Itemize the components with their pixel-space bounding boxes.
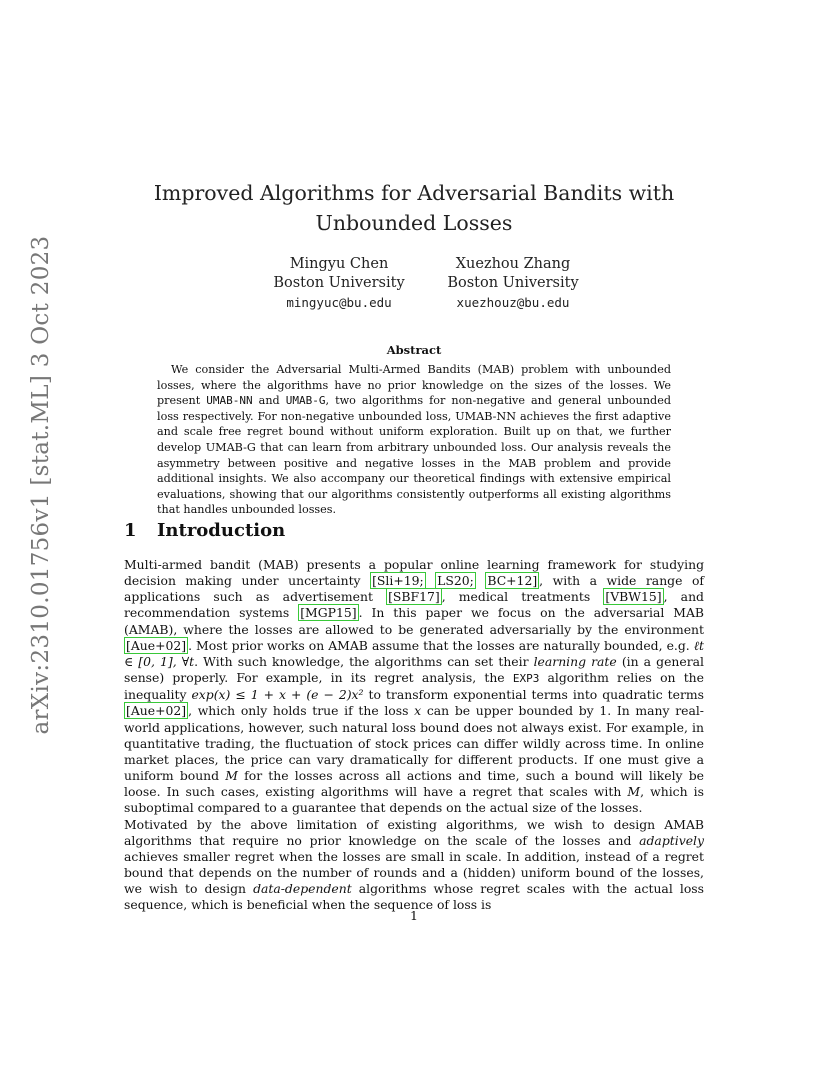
citation-link[interactable]: [SBF17] [388,589,440,605]
text: achieves smaller regret when the losses are small in scale. In addition, instead of a regret bound that depends on the number of rounds and a (hidden) uniform bound of the losses, we wish to design [124,848,704,897]
author-email[interactable]: xuezhouz@bu.edu [456,295,570,310]
citation-link[interactable]: [Aue+02] [126,703,187,719]
emphasis: data-dependent [253,881,352,897]
emphasis: learning rate [533,653,617,669]
text: to transform exponential terms into quadratic terms [363,687,704,703]
citation-link[interactable]: BC+12] [487,573,538,589]
text: , medical treatments [441,589,604,605]
citation-link[interactable]: [MGP15] [300,605,357,621]
abstract-text-part: , two algorithms for non-negative and general unbounded loss respectively. For non-negative unbounded loss, UMAB-NN achieves the first adaptive and scale free regret bound without uniform exploration. Built up on that, we further develop UMAB-G that can learn from arbitrary unbounded loss. Our analysis reveals the asymmetry between positive and negative losses in the MAB problem and provide additional insights. We also accompany our theoretical findings with extensive empirical evaluations, showing that our algorithms consistently outperforms all existing algorithms that handles unbounded losses. [157,394,671,517]
arxiv-sidebar-stamp [16,235,66,735]
author-name: Mingyu Chen [289,256,389,272]
abstract-heading: Abstract [386,343,442,357]
paragraph [124,817,704,914]
citation-link[interactable]: [Sli+19; [372,573,424,589]
author-name: Xuezhou Zhang [455,256,571,272]
citation-link[interactable]: [Aue+02] [126,637,187,653]
abstract-text [157,362,671,518]
text: Multi-armed bandit (MAB) presents a popular online learning framework for studying decision making under uncertainty [124,557,704,589]
text: , and recommendation systems [124,589,704,621]
text: Motivated by the above limitation of existing algorithms, we wish to design AMAB algorithms that require no prior knowledge on the scale of the losses and [124,816,704,848]
author-email[interactable]: mingyuc@bu.edu [286,295,392,310]
text: . With such knowledge, the algorithms can set their [194,653,534,669]
author-block-2 [418,255,608,312]
page-number: 1 [410,908,418,923]
text: , which only holds true if the loss [188,703,415,719]
citation-link[interactable]: LS20; [437,573,474,589]
text: . Most prior works on AMAB assume that the losses are naturally bounded, e.g. [188,637,694,653]
text: algorithm relies on the inequality [124,670,704,703]
text: . In this paper we focus on the adversarial MAB (AMAB), where the losses are allowed to be generated adversarially by the environment [124,605,704,637]
math-expression: M [627,784,641,800]
section-heading [124,520,285,541]
algorithm-name: UMAB-NN [206,394,253,408]
text: for the losses across all actions and time, such a bound will likely be loose. In such cases, existing algorithms will have a regret that scales with [124,768,704,800]
math-expression: M [225,768,238,784]
algorithm-name: UMAB-G [285,394,326,408]
section-title: Introduction [157,520,286,541]
emphasis: adaptively [639,832,704,848]
paper-title [124,178,704,238]
text: , with a wide range of applications such as advertisement [124,573,704,605]
title-line-2: Unbounded Losses [315,211,513,235]
abstract-text-part: We consider the Adversarial Multi-Armed Bandits (MAB) problem with unbounded losses, where the algorithms have no prior knowledge on the sizes of the losses. We present [157,363,671,408]
abstract-text-part: and [252,394,286,408]
math-expression: ℓt ∈ [0, 1], ∀t [124,637,704,669]
text: can be upper bounded by 1. In many real-world applications, however, such natural loss bound does not always exist. For example, in quantitative trading, the fluctuation of stock prices can differ wildly across time. In online market places, the price can vary dramatically for different products. If one must give a uniform bound [124,703,704,784]
math-expression: x [414,703,422,719]
math-expression: exp(x) ≤ 1 + x + (e − 2)x² [191,687,364,703]
paragraph [124,557,704,817]
text: algorithms whose regret scales with the actual loss sequence, which is beneficial when the sequence of loss is [124,881,704,913]
author-block-1 [244,255,434,312]
text: , which is suboptimal compared to a guarantee that depends on the actual size of the losses. [124,784,705,816]
introduction-body [124,557,704,913]
author-affiliation: Boston University [273,275,405,291]
arxiv-identifier: arXiv:2310.01756v1 [stat.ML] 3 Oct 2023 [28,235,54,735]
text: (in a general sense) properly. For example, in its regret analysis, the [124,653,704,686]
citation-link[interactable]: [VBW15] [605,589,662,605]
title-line-1: Improved Algorithms for Adversarial Bandits with [153,181,675,205]
algorithm-name: EXP3 [512,672,540,686]
author-affiliation: Boston University [447,275,579,291]
section-number: 1 [124,520,137,541]
